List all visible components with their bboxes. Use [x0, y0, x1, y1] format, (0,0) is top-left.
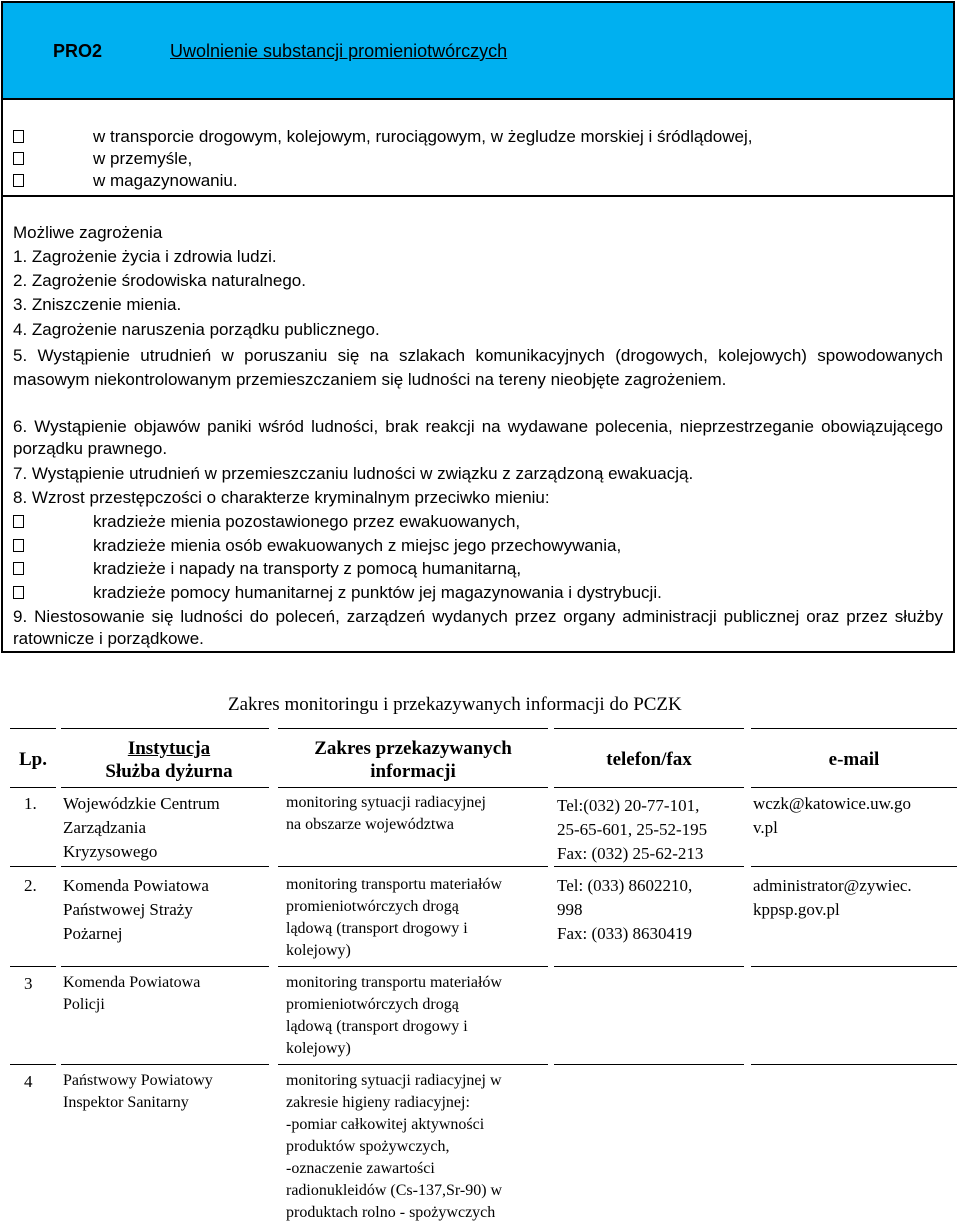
- col-header-scope: Zakres przekazywanych: [314, 738, 512, 759]
- sub-item: kradzieże mienia osób ewakuowanych z miejsc jego przechowywania,: [93, 536, 622, 555]
- list-item: w magazynowaniu.: [93, 171, 238, 190]
- monitoring-title: Zakres monitoringu i przekazywanych informacji do PCZK: [228, 694, 682, 715]
- list-item: w transporcie drogowym, kolejowym, rurociągowym, w żegludze morskiej i śródlądowej,: [93, 127, 753, 146]
- threat-item: 4. Zagrożenie naruszenia porządku publicznego.: [13, 320, 380, 339]
- threat-item: 7. Wystąpienie utrudnień w przemieszczaniu ludności w związku z zarządzoną ewakuacją.: [13, 464, 694, 483]
- table-cell-institution: Komenda Powiatowa Państwowej Straży Pożarnej: [63, 876, 209, 943]
- list-item: w przemyśle,: [93, 149, 193, 168]
- hazard-title: Uwolnienie substancji promieniotwórczych: [170, 41, 508, 61]
- table-cell-email: administrator@zywiec. kppsp.gov.pl: [753, 876, 912, 919]
- col-header-scope: informacji: [370, 761, 456, 782]
- table-cell-phone: Tel:(032) 20-77-101, 25-65-601, 25-52-195 Fax: (032) 25-62-213: [557, 796, 708, 863]
- table-cell-email: wczk@katowice.uw.go v.pl: [753, 794, 912, 837]
- table-cell-phone: Tel: (033) 8602210, 998 Fax: (033) 8630419: [557, 876, 693, 943]
- col-header-lp: Lp.: [19, 749, 47, 770]
- threat-item: 9. Niestosowanie się ludności do poleceń, zarządzeń wydanych przez organy administracji publicznej oraz przez służby ratownicze i porządkowe.: [13, 607, 943, 648]
- source-list: [3, 100, 953, 197]
- table-cell-scope: monitoring transportu materiałów promieniotwórczych drogą lądową (transport drogowy i kolejowy): [286, 876, 502, 959]
- table-cell-scope: monitoring transportu materiałów promieniotwórczych drogą lądową (transport drogowy i kolejowy): [286, 974, 502, 1057]
- table-cell-lp: 4: [24, 1072, 33, 1091]
- table-cell-institution: Wojewódzkie Centrum Zarządzania Kryzysowego: [63, 794, 220, 861]
- hazard-card: [1, 1, 955, 653]
- col-header-institution: Instytucja: [127, 738, 211, 759]
- checkbox-icon: [13, 562, 24, 575]
- table-cell-lp: 3: [24, 974, 33, 993]
- sub-item: kradzieże pomocy humanitarnej z punktów jej magazynowania i dystrybucji.: [93, 583, 662, 602]
- threats-heading: Możliwe zagrożenia: [13, 223, 163, 242]
- threat-item: 3. Zniszczenie mienia.: [13, 295, 182, 314]
- checkbox-icon: [13, 130, 24, 143]
- threat-item: 2. Zagrożenie środowiska naturalnego.: [13, 271, 306, 290]
- table-cell-lp: 2.: [24, 876, 37, 895]
- hazard-code: PRO2: [53, 41, 103, 61]
- checkbox-icon: [13, 586, 24, 599]
- checkbox-icon: [13, 174, 24, 187]
- sub-item: kradzieże i napady na transporty z pomocą humanitarną,: [93, 559, 522, 578]
- threat-item: 5. Wystąpienie utrudnień w poruszaniu się na szlakach komunikacyjnych (drogowych, kolejowych) spowodowanych masowym niekontrolowanym przemieszczaniem się ludności na tereny nieobjęte zagrożeniem.: [13, 346, 943, 389]
- checkbox-icon: [13, 515, 24, 528]
- threat-item: 8. Wzrost przestępczości o charakterze kryminalnym przeciwko mieniu:: [13, 488, 550, 507]
- hazard-header: [3, 3, 953, 100]
- checkbox-icon: [13, 539, 24, 552]
- col-header-duty-service: Służba dyżurna: [105, 761, 233, 782]
- table-cell-institution: Państwowy Powiatowy Inspektor Sanitarny: [63, 1072, 213, 1111]
- threat-item: 6. Wystąpienie objawów paniki wśród ludności, brak reakcji na wydawane polecenia, nieprzestrzeganie obowiązującego porządku prawnego.: [13, 417, 943, 458]
- col-header-phone: telefon/fax: [606, 749, 692, 770]
- table-cell-lp: 1.: [24, 794, 37, 813]
- table-cell-institution: Komenda Powiatowa Policji: [63, 974, 201, 1013]
- table-cell-scope: monitoring sytuacji radiacyjnej w zakresie higieny radiacyjnej: -pomiar całkowitej aktywności produktów spożywczych, -oznaczenie zawartości radionukleidów (Cs-137,Sr-90) w produktach rolno - spożywczych: [286, 1072, 503, 1221]
- threat-item: 1. Zagrożenie życia i zdrowia ludzi.: [13, 247, 277, 266]
- sub-item: kradzieże mienia pozostawionego przez ewakuowanych,: [93, 512, 521, 531]
- checkbox-icon: [13, 152, 24, 165]
- col-header-email: e-mail: [828, 749, 880, 770]
- table-cell-scope: monitoring sytuacji radiacyjnej na obszarze województwa: [286, 794, 486, 833]
